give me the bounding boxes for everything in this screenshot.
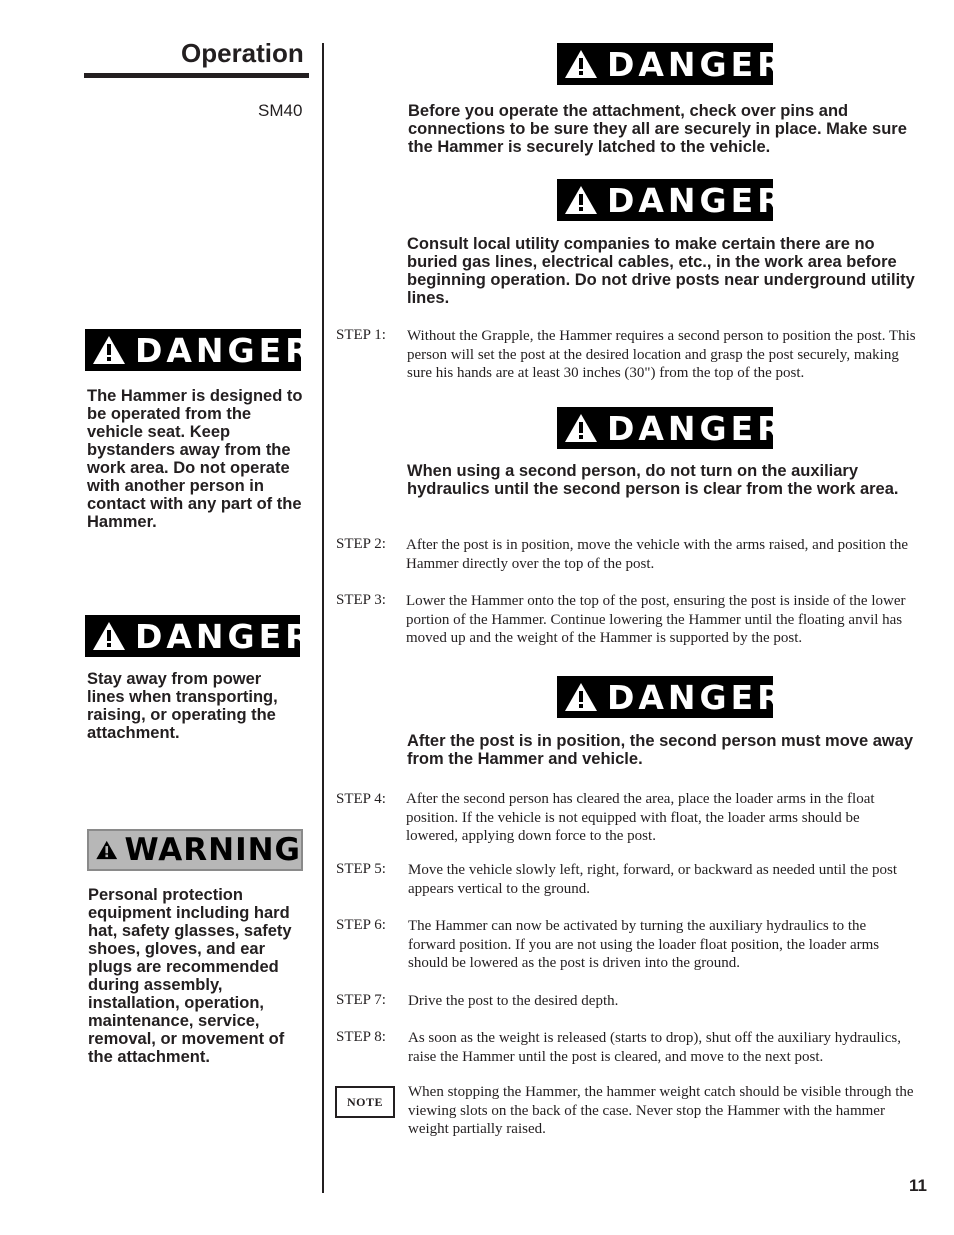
danger-label: DANGER: [135, 616, 315, 656]
warning-triangle-icon: [91, 620, 127, 652]
step-text: Move the vehicle slowly left, right, forward, or backward as needed until the post appears vertical to the ground.: [408, 862, 898, 897]
danger-badge: [85, 615, 315, 657]
step-label: STEP 7:: [336, 992, 386, 1008]
step-text: Without the Grapple, the Hammer requires a second person to position the post. This person will set the post at the desired location and grasp the post securely, making sure his hands are at least 30 inches (30") from the top of the post.: [407, 328, 916, 381]
danger-message-operator-seat: The Hammer is designed to be operated from the vehicle seat. Keep bystanders away from the work area. Do not operate with another person in contact with any part of the Hammer.: [87, 387, 303, 531]
step-text: Lower the Hammer onto the top of the post, ensuring the post is inside of the lower portion of the Hammer. Continue lowering the Hammer until the floating anvil has moved up and the weight of the Hammer is supported by the post.: [406, 593, 906, 646]
danger-message-move-away: After the post is in position, the second person must move away from the Hammer and vehicle.: [407, 732, 914, 768]
step-label: STEP 5:: [336, 861, 386, 877]
danger-badge: [557, 179, 787, 221]
title-underline: [84, 73, 309, 78]
page-number: 11: [909, 1176, 927, 1195]
danger-message-utilities: Consult local utility companies to make certain there are no buried gas lines, electrical cables, etc., in the work area before beginning operation. Do not drive posts near underground utility lines.: [407, 235, 915, 307]
warning-triangle-icon: [91, 334, 127, 366]
step-text: Drive the post to the desired depth.: [408, 993, 619, 1009]
column-divider: [322, 43, 324, 1193]
step-text: As soon as the weight is released (starts to drop), shut off the auxiliary hydraulics, raise the Hammer until the post is cleared, and move to the next post.: [408, 1030, 901, 1065]
danger-label: DANGER: [135, 330, 315, 370]
model-number: SM40: [258, 101, 303, 120]
danger-badge: [557, 43, 787, 85]
danger-label: DANGER: [607, 180, 787, 220]
step-label: STEP 8:: [336, 1029, 386, 1045]
danger-label: DANGER: [607, 677, 787, 717]
step-text: The Hammer can now be activated by turning the auxiliary hydraulics to the forward position. If you are not using the loader float position, the loader arms should be lowered as the post is driven into the ground.: [408, 918, 880, 971]
warning-triangle-icon: [95, 834, 118, 866]
step-label: STEP 6:: [336, 917, 386, 933]
warning-label: WARNING: [124, 831, 301, 868]
warning-triangle-icon: [563, 681, 599, 713]
step-text: After the post is in position, move the vehicle with the arms raised, and position the Hammer directly over the top of the post.: [406, 537, 908, 572]
danger-message-power-lines: Stay away from power lines when transporting, raising, or operating the attachment.: [87, 670, 278, 742]
danger-label: DANGER: [607, 44, 787, 84]
step-label: STEP 4:: [336, 791, 386, 807]
note-label-box: NOTE: [335, 1086, 395, 1118]
step-label: STEP 3:: [336, 592, 386, 608]
note-text: When stopping the Hammer, the hammer weight catch should be visible through the viewing slots on the back of the case. Never stop the Hammer with the hammer weight partially raised.: [408, 1084, 914, 1137]
step-label: STEP 1:: [336, 327, 386, 343]
step-text: After the second person has cleared the area, place the loader arms in the float position. If the vehicle is not equipped with float, the loader arms should be lowered, applying down force to the post.: [406, 791, 875, 844]
warning-triangle-icon: [563, 412, 599, 444]
warning-triangle-icon: [563, 48, 599, 80]
warning-badge: [87, 829, 303, 871]
danger-badge: [557, 407, 787, 449]
danger-message-pins: Before you operate the attachment, check over pins and connections to be sure they all are securely in place. Make sure the Hammer is securely latched to the vehicle.: [408, 102, 907, 156]
warning-message-ppe: Personal protection equipment including hard hat, safety glasses, safety shoes, gloves, and ear plugs are recommended during assembly, installation, operation, maintenance, service, removal, or movement of the attachment.: [88, 886, 292, 1066]
page-title: Operation: [181, 38, 304, 68]
danger-badge: [85, 329, 315, 371]
danger-badge: [557, 676, 787, 718]
step-label: STEP 2:: [336, 536, 386, 552]
danger-message-second-person: When using a second person, do not turn on the auxiliary hydraulics until the second person is clear from the work area.: [407, 462, 899, 498]
warning-triangle-icon: [563, 184, 599, 216]
danger-label: DANGER: [607, 408, 787, 448]
